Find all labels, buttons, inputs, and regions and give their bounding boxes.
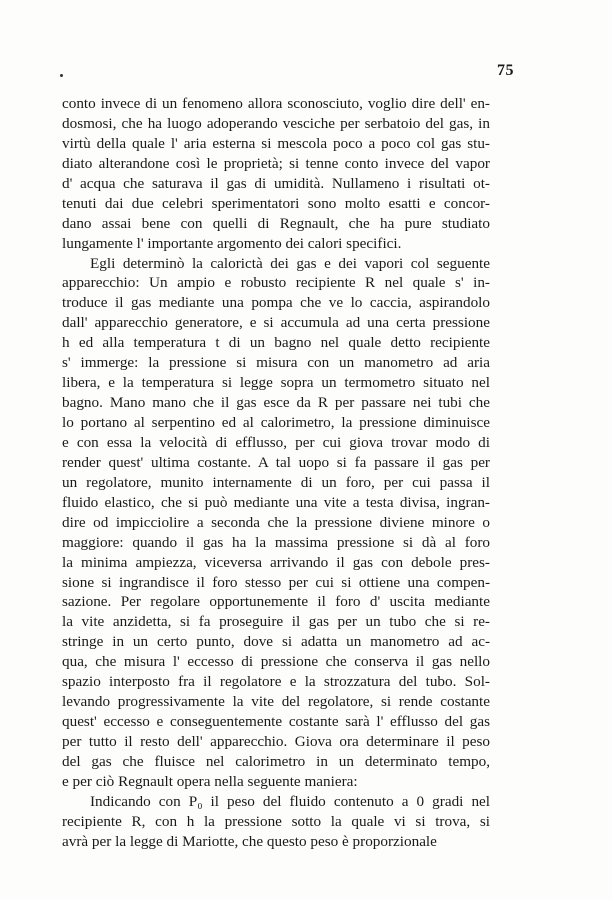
text-line: dall' apparecchio generatore, e si accumula ad una certa pressione — [62, 314, 490, 332]
text-line: s' immerge: la pressione si misura con un manometro ad aria — [62, 354, 490, 372]
text-line: conto invece di un fenomeno allora sconosciuto, voglio dire dell' en- — [62, 95, 490, 112]
paragraph — [62, 254, 490, 792]
text-line: per tutto il resto dell' apparecchio. Giova ora determinare il peso — [62, 733, 490, 750]
text-line: bagno. Mano mano che il gas esce da R per passare nei tubi che — [62, 394, 490, 412]
text-line: avrà per la legge di Mariotte, che questo peso è proporzionale — [62, 832, 437, 850]
text-line: dosmosi, che ha luogo adoperando vesciche per serbatoio del gas, in — [62, 114, 490, 132]
text-line: lungamente l' importante argomento dei calori specifici. — [62, 234, 402, 252]
text-line: qua, che misura l' eccesso di pressione che conserva il gas nello — [62, 653, 490, 671]
text-line: fluido elastico, che si può mediante una vite a testa divisa, ingran- — [62, 493, 490, 511]
text-line: spazio interposto fra il regolatore e la strozzatura del tubo. Sol- — [62, 673, 490, 691]
text-line: e per ciò Regnault opera nella seguente maniera: — [62, 772, 358, 790]
text-line: sione si ingrandisce il foro stesso per cui si ottiene una compen- — [62, 573, 490, 591]
page-number: 75 — [497, 62, 514, 79]
text-line: recipiente R, con h la pressione sotto la quale vi si trova, si — [62, 812, 490, 830]
text-line: tenuti dai due celebri sperimentatori sono molto esatti e concor- — [62, 194, 490, 212]
text-line: render quest' ultima costante. A tal uopo si fa passare il gas per — [62, 453, 490, 471]
text-line: dire od impicciolire a seconda che la pressione diviene minore o — [62, 513, 490, 531]
text-line: un regolatore, munito internamente di un foro, per cui passa il — [62, 473, 490, 491]
text-line: la vite anzidetta, si fa proseguire il gas per un tubo che si re- — [62, 613, 490, 631]
text-line: stringe in un certo punto, dove si adatta un manometro ad ac- — [62, 633, 490, 651]
paragraph — [62, 94, 490, 254]
paragraph — [62, 792, 490, 852]
text-line: maggiore: quando il gas ha la massima pressione si dà al foro — [62, 533, 490, 551]
text-line: Egli determinò la calorictà dei gas e dei vapori col seguente — [90, 254, 490, 272]
text-line: quest' eccesso e conseguentemente costante sarà l' efflusso del gas — [62, 713, 490, 731]
text-line: troduce il gas mediante una pompa che ve lo caccia, aspirandolo — [62, 294, 490, 312]
text-line: virtù della quale l' aria esterna si mescola poco a poco col gas stu- — [62, 134, 490, 152]
text-line: sazione. Per regolare opportunemente il foro d' uscita mediante — [62, 593, 490, 611]
text-line: d' acqua che saturava il gas di umidità. Nullameno i risultati ot- — [62, 174, 490, 192]
text-line: libera, e la temperatura si legge sopra un termometro situato nel — [62, 374, 490, 392]
text-line: lo portano al serpentino ed al calorimetro, la pressione diminuisce — [62, 414, 490, 431]
text-line: apparecchio: Un ampio e robusto recipiente R nel quale s' in- — [62, 274, 490, 292]
text-line: h ed alla temperatura t di un bagno nel quale detto recipiente — [62, 334, 490, 352]
body-text — [62, 94, 490, 852]
text-line: levando progressivamente la vite del regolatore, si rende costante — [62, 693, 490, 711]
text-line: dano assai bene con quelli di Regnault, che ha pure studiato — [62, 214, 490, 232]
text-line: la minima ampiezza, viceversa arrivando il gas con debole pres- — [62, 553, 490, 571]
text-line: del gas che fluisce nel calorimetro in un determinato tempo, — [62, 752, 490, 770]
text-line: e con essa la velocità di efflusso, per cui giova trovar modo di — [62, 433, 490, 451]
text-line: Indicando con P₀ il peso del fluido contenuto a 0 gradi nel — [90, 792, 490, 810]
margin-speck — [60, 74, 63, 77]
text-line: diato alterandone così le proprietà; si tenne conto invece del vapor — [62, 154, 490, 172]
